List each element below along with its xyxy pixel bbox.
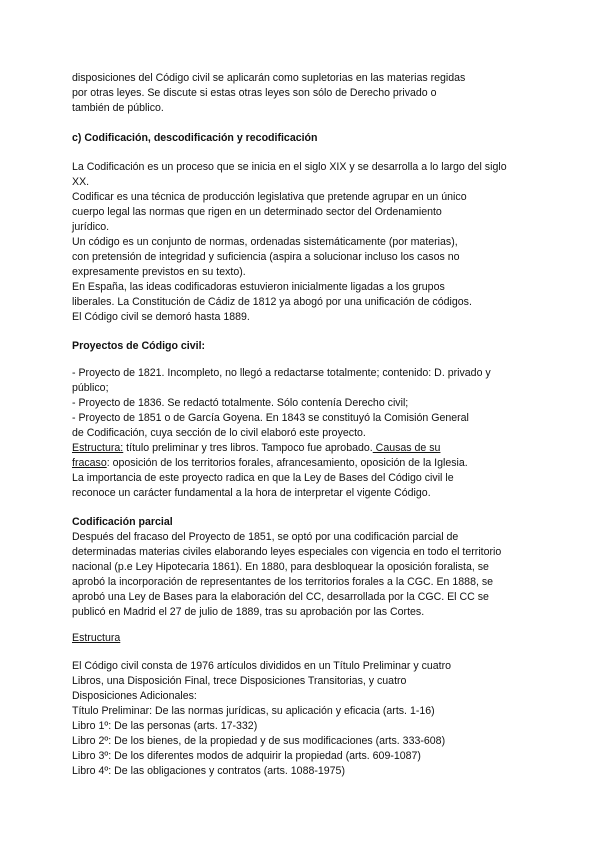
list-item: - Proyecto de 1851 o de García Goyena. En 1843 se constituyó la Comisión General xyxy=(72,412,469,424)
paragraph-line: publicó en Madrid el 27 de julio de 1889, tras su aprobación por las Cortes. xyxy=(72,606,425,618)
paragraph-line: reconoce un carácter fundamental a la hora de interpretar el vigente Código. xyxy=(72,487,431,499)
section-heading: c) Codificación, descodificación y recodificación xyxy=(72,132,318,144)
paragraph-line: Un código es un conjunto de normas, ordenadas sistemáticamente (por materias), xyxy=(72,236,458,248)
paragraph-line: aprobó una Ley de Bases para la elaboración del CC, desarrollada por la CGC. El CC se xyxy=(72,591,489,603)
fracaso-line xyxy=(72,456,468,471)
paragraph-line: con pretensión de integridad y suficiencia (aspira a solucionar incluso los casos no xyxy=(72,251,460,263)
paragraph-line: determinadas materias civiles elaborando leyes especiales con vigencia en todo el territorio xyxy=(72,546,502,558)
list-item: Libro 3º: De los diferentes modos de adquirir la propiedad (arts. 609-1087) xyxy=(72,750,421,762)
section-heading: Codificación parcial xyxy=(72,516,173,528)
list-item: Título Preliminar: De las normas jurídicas, su aplicación y eficacia (arts. 1-16) xyxy=(72,705,435,717)
paragraph-line: Libros, una Disposición Final, trece Disposiciones Transitorias, y cuatro xyxy=(72,675,407,687)
paragraph-line: La Codificación es un proceso que se inicia en el siglo XIX y se desarrolla a lo largo del siglo xyxy=(72,161,507,173)
paragraph-line: cuerpo legal las normas que rigen en un determinado sector del Ordenamiento xyxy=(72,206,442,218)
list-item: Libro 1º: De las personas (arts. 17-332) xyxy=(72,720,258,732)
intro-line: disposiciones del Código civil se aplicarán como supletorias en las materias regidas xyxy=(72,72,466,84)
paragraph-line: expresamente previstos en su texto). xyxy=(72,266,246,278)
paragraph-line: XX. xyxy=(72,176,90,188)
list-item: Libro 4º: De las obligaciones y contratos (arts. 1088-1975) xyxy=(72,765,345,777)
estructura-label: Estructura: xyxy=(72,442,124,454)
list-item: de Codificación, cuya sección de lo civil elaboró este proyecto. xyxy=(72,427,366,439)
fracaso-label: fracaso xyxy=(72,457,107,469)
list-item: público; xyxy=(72,382,109,394)
list-item: Libro 2º: De los bienes, de la propiedad y de sus modificaciones (arts. 333-608) xyxy=(72,735,446,747)
paragraph-line: Codificar es una técnica de producción legislativa que pretende agrupar en un único xyxy=(72,191,467,203)
section-heading: Estructura xyxy=(72,632,121,644)
causas-label: Causas de su xyxy=(372,442,441,454)
section-heading: Proyectos de Código civil: xyxy=(72,340,206,352)
paragraph-line: Disposiciones Adicionales: xyxy=(72,690,197,702)
list-item: - Proyecto de 1821. Incompleto, no llegó a redactarse totalmente; contenido: D. privado y xyxy=(72,367,491,379)
fracaso-text: : oposición de los territorios forales, afrancesamiento, oposición de la Iglesia. xyxy=(106,457,468,469)
paragraph-line: En España, las ideas codificadoras estuvieron inicialmente ligadas a los grupos xyxy=(72,281,445,293)
estructura-line xyxy=(72,441,440,456)
list-item: - Proyecto de 1836. Se redactó totalmente. Sólo contenía Derecho civil; xyxy=(72,397,409,409)
intro-line: también de público. xyxy=(72,102,164,114)
paragraph-line: nacional (p.e Ley Hipotecaria 1861). En 1880, para desbloquear la oposición foralista, se xyxy=(72,561,489,573)
estructura-text: título preliminar y tres libros. Tampoco fue aprobado. xyxy=(123,442,373,454)
paragraph-line: jurídico. xyxy=(72,221,110,233)
paragraph-line: El Código civil consta de 1976 artículos divididos en un Título Preliminar y cuatro xyxy=(72,660,452,672)
paragraph-line: La importancia de este proyecto radica en que la Ley de Bases del Código civil le xyxy=(72,472,454,484)
paragraph-line: Después del fracaso del Proyecto de 1851, se optó por una codificación parcial de xyxy=(72,531,459,543)
paragraph-line: El Código civil se demoró hasta 1889. xyxy=(72,311,250,323)
paragraph-line: aprobó la incorporación de representantes de los territorios forales a la CGC. En 1888, se xyxy=(72,576,494,588)
intro-line: por otras leyes. Se discute si estas otras leyes son sólo de Derecho privado o xyxy=(72,87,437,99)
paragraph-line: liberales. La Constitución de Cádiz de 1812 ya abogó por una unificación de códigos. xyxy=(72,296,472,308)
